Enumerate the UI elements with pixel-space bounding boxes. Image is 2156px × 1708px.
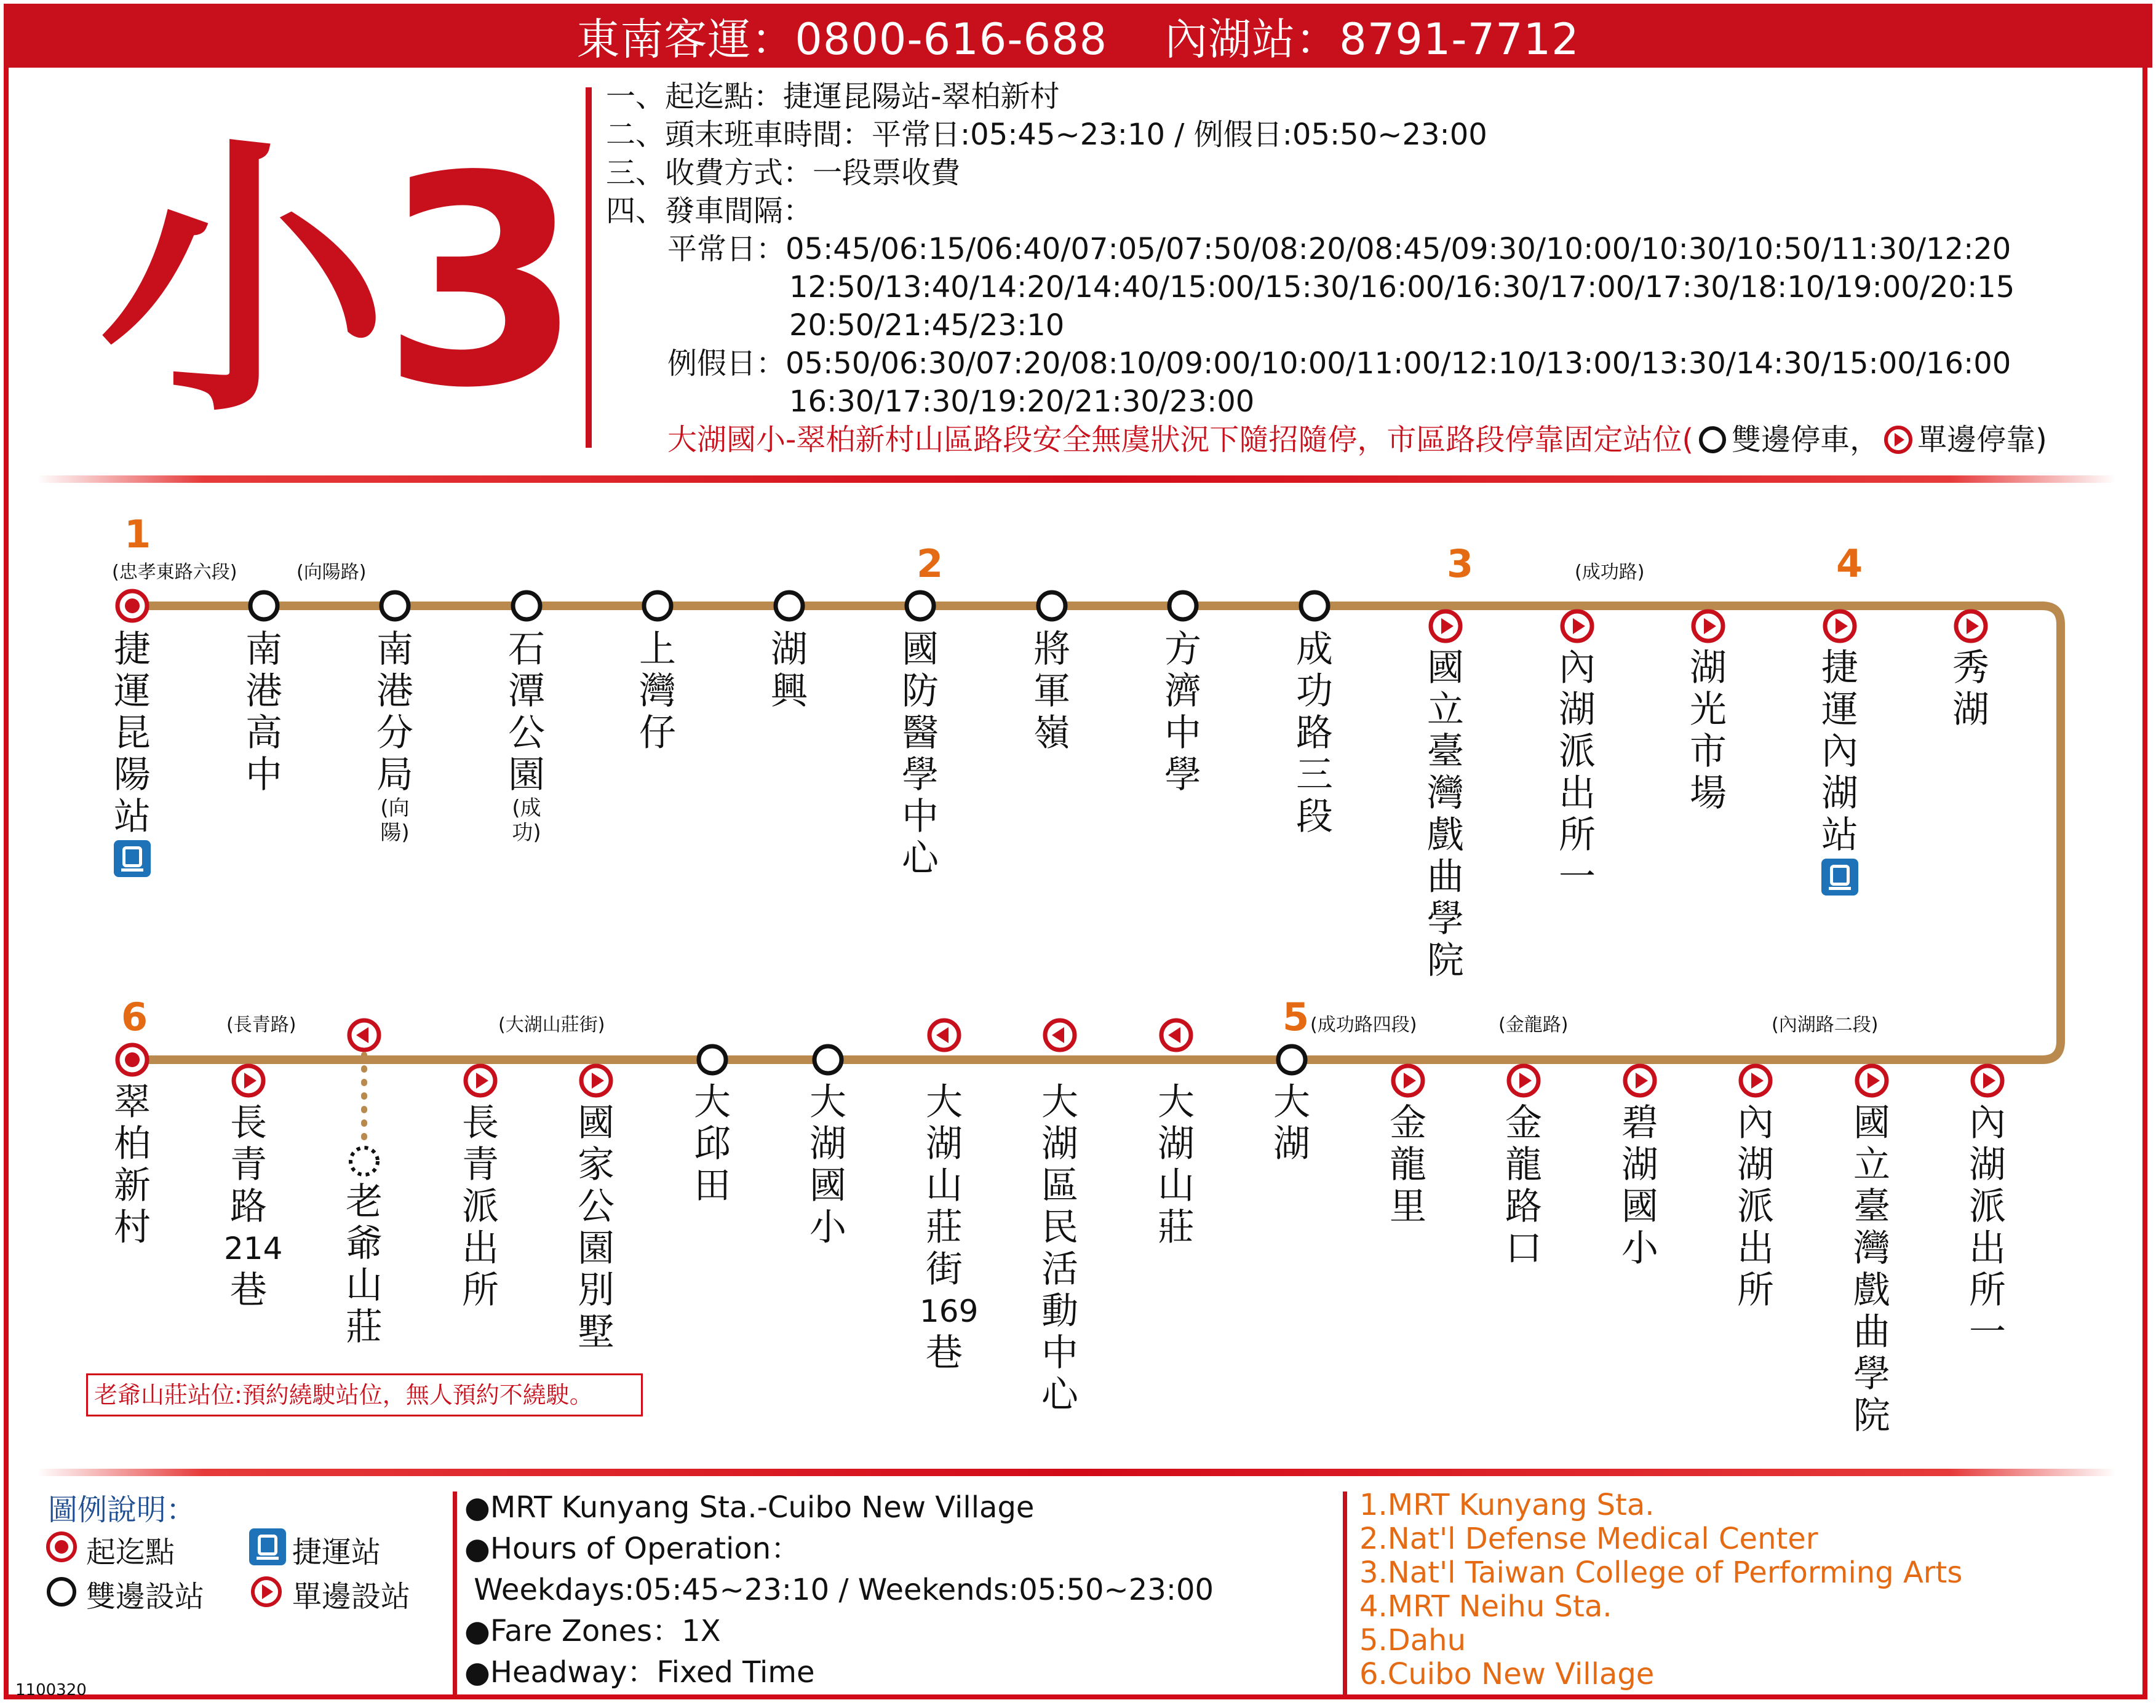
upper-stop-14-mrt-icon <box>1821 859 1858 896</box>
upper-stop-7-name: 國 防 醫 學 中 心 <box>902 628 939 880</box>
mrt-icon <box>249 1528 286 1565</box>
upper-stop-9-icon <box>1169 592 1196 619</box>
english-stop-1: 1.MRT Kunyang Sta. <box>1359 1488 1655 1522</box>
legend-both: 雙邊設站 <box>86 1579 205 1614</box>
upper-stop-4-label <box>502 629 551 845</box>
lower-stop-11-icon <box>1278 1046 1305 1073</box>
upper-stop-9-name: 方 濟 中 學 <box>1164 628 1201 796</box>
street-changqing: (長青路) <box>226 1014 296 1036</box>
info-endpoints: 一、起迄點：捷運昆陽站-翠柏新村 <box>606 79 1060 114</box>
holiday-times-1: 05:50/06:30/07:20/08:10/09:00/10:00/11:00/12:10/13:00/13:30/14:30/15:00/16:00 <box>786 346 2011 381</box>
both-side-label: 雙邊停車， <box>1732 423 1880 457</box>
legend-divider-1 <box>453 1492 457 1694</box>
upper-stop-5-icon <box>644 592 671 619</box>
upper-stop-4-icon <box>513 592 540 619</box>
lower-stop-14-name: 碧 湖 國 小 <box>1621 1102 1658 1270</box>
lower-stop-17-label <box>1963 1102 2012 1353</box>
upper-stop-9-label <box>1158 629 1207 796</box>
single-side-label: 單邊停靠) <box>1917 423 2047 457</box>
lower-stop-16-name: 國 立 臺 灣 戲 曲 學 院 <box>1853 1102 1890 1437</box>
upper-stop-3-subname: (向陽) <box>380 796 410 845</box>
info-headway: 四、發車間隔： <box>606 194 813 228</box>
marker-6: 6 <box>121 995 148 1039</box>
marker-1: 1 <box>124 512 151 557</box>
legend-divider-2 <box>1343 1492 1347 1694</box>
upper-stop-5-label <box>633 629 682 754</box>
lower-stop-4-label <box>456 1102 505 1311</box>
lower-stop-7-label <box>803 1081 853 1249</box>
upper-stop-1-label <box>108 629 157 877</box>
lower-stop-6-name: 大 邱 田 <box>694 1081 731 1207</box>
upper-stop-13-label <box>1684 647 1733 814</box>
lower-stop-10-name: 大 湖 山 莊 <box>1158 1081 1195 1249</box>
upper-stop-12-name: 內 湖 派 出 所 一 <box>1559 646 1596 899</box>
lower-stop-13-name: 金 龍 路 口 <box>1505 1102 1542 1270</box>
lower-stop-4-name: 長 青 派 出 所 <box>462 1102 499 1312</box>
upper-stop-11-name: 國 立 臺 灣 戲 曲 學 院 <box>1427 646 1464 982</box>
lower-stop-17-name: 內 湖 派 出 所 一 <box>1969 1102 2006 1354</box>
english-stop-3: 3.Nat'l Taiwan College of Performing Arts <box>1359 1555 1963 1590</box>
lower-stop-12-label <box>1383 1102 1433 1228</box>
upper-stop-14-name: 捷 運 內 湖 站 <box>1821 646 1858 857</box>
route-number: 小3 <box>98 114 577 451</box>
lower-stop-3-icon <box>351 1148 378 1175</box>
upper-stop-3-icon <box>381 592 408 619</box>
english-stop-6: 6.Cuibo New Village <box>1359 1657 1655 1691</box>
legend-mrt: 捷運站 <box>292 1535 381 1570</box>
marker-2: 2 <box>917 541 944 586</box>
terminal-icon <box>44 1530 79 1564</box>
lower-stop-8-name: 大 湖 山 莊 街 169 巷 <box>920 1081 979 1375</box>
english-stops <box>1359 1488 1962 1691</box>
info-hours: 二、頭末班車時間：平常日:05:45~23:10 / 例假日:05:50~23:00 <box>606 117 1487 152</box>
upper-stop-10-name: 成 功 路 三 段 <box>1296 628 1333 838</box>
lower-stop-9-label <box>1035 1081 1084 1416</box>
english-stop-4: 4.MRT Neihu Sta. <box>1359 1589 1612 1624</box>
upper-stop-7-icon <box>907 592 934 619</box>
lower-stop-5-label <box>571 1102 621 1353</box>
english-stop-2: 2.Nat'l Defense Medical Center <box>1359 1522 1818 1556</box>
legend-title: 圖例說明： <box>48 1493 196 1527</box>
english-info <box>464 1487 1214 1693</box>
lower-stop-1-label <box>108 1081 157 1249</box>
street-chenggong4: (成功路四段) <box>1310 1014 1417 1036</box>
lower-stop-2-name: 長 青 路 214 巷 <box>224 1102 283 1312</box>
upper-stop-14-label <box>1815 647 1864 896</box>
header-phones: 東南客運：0800-616-688 內湖站：8791-7712 <box>576 14 1580 65</box>
upper-stop-8-label <box>1027 629 1076 754</box>
english-hours-label: ●Hours of Operation： <box>464 1531 801 1566</box>
upper-stop-1-icon-dot <box>125 598 140 613</box>
lower-stop-8-label <box>920 1081 979 1375</box>
english-headway: ●Headway：Fixed Time <box>464 1655 815 1690</box>
upper-stop-7-label <box>896 629 945 880</box>
reservation-note: 老爺山莊站位:預約繞駛站位，無人預約不繞駛。 <box>86 1373 643 1416</box>
lower-stop-11-label <box>1267 1081 1316 1165</box>
upper-stop-6-icon <box>776 592 803 619</box>
both-side-stop-icon <box>44 1575 79 1609</box>
upper-stop-1-name: 捷 運 昆 陽 站 <box>114 628 151 838</box>
upper-stop-6-label <box>765 629 814 712</box>
weekday-times-3: 20:50/21:45/23:10 <box>789 308 1065 343</box>
street-jinlong: (金龍路) <box>1498 1014 1569 1036</box>
lower-stop-15-label <box>1731 1102 1780 1311</box>
street-zhongxiao: (忠孝東路六段) <box>112 562 237 583</box>
upper-stop-8-icon <box>1038 592 1065 619</box>
english-hours: Weekdays:05:45~23:10 / Weekends:05:50~23:00 <box>464 1573 1214 1607</box>
english-fare: ●Fare Zones：1X <box>464 1614 721 1648</box>
street-chenggong: (成功路) <box>1575 562 1645 583</box>
upper-stop-15-name: 秀 湖 <box>1952 646 1989 731</box>
upper-stop-2-name: 南 港 高 中 <box>245 628 282 796</box>
lower-stop-3-name: 老 爺 山 莊 <box>346 1180 383 1349</box>
marker-4: 4 <box>1836 541 1863 586</box>
weekday-times-1: 05:45/06:15/06:40/07:05/07:50/08:20/08:45/09:30/10:00/10:30/10:50/11:30/12:20 <box>786 232 2011 266</box>
upper-stop-6-name: 湖 興 <box>771 628 808 713</box>
lower-stop-3-label <box>340 1181 389 1348</box>
lower-stop-14-label <box>1615 1102 1665 1269</box>
lower-stop-7-name: 大 湖 國 小 <box>809 1081 846 1249</box>
upper-stop-11-label <box>1421 647 1470 982</box>
upper-stop-2-label <box>239 629 288 796</box>
document-code: 1100320 <box>15 1681 87 1699</box>
english-stop-5: 5.Dahu <box>1359 1623 1466 1658</box>
legend-single: 單邊設站 <box>292 1579 411 1614</box>
street-dahushanzhuang: (大湖山莊街) <box>498 1014 605 1036</box>
english-endpoints: ●MRT Kunyang Sta.-Cuibo New Village <box>464 1490 1035 1525</box>
single-side-stop-icon <box>249 1575 284 1609</box>
street-xiangyang: (向陽路) <box>296 562 367 583</box>
lower-stop-9-name: 大 湖 區 民 活 動 中 心 <box>1041 1081 1078 1416</box>
lower-stop-16-label <box>1847 1102 1896 1437</box>
lower-stop-12-name: 金 龍 里 <box>1390 1102 1426 1228</box>
lower-stop-2-label <box>224 1102 283 1312</box>
legend-terminal: 起迄點 <box>86 1535 175 1570</box>
weekday-times-2: 12:50/13:40/14:20/14:40/15:00/15:30/16:00/16:30/17:00/17:30/18:10/19:00/20:15 <box>789 270 2015 304</box>
upper-stop-13-name: 湖 光 市 場 <box>1690 646 1727 815</box>
upper-stop-4-subname: (成功) <box>512 796 541 845</box>
lower-stop-1-name: 翠 柏 新 村 <box>114 1081 151 1249</box>
lower-stop-1-icon-dot <box>125 1052 140 1067</box>
upper-stop-2-icon <box>250 592 277 619</box>
lower-stop-11-name: 大 湖 <box>1273 1081 1310 1166</box>
upper-stop-10-icon <box>1301 592 1328 619</box>
upper-stop-3-name: 南 港 分 局 <box>376 628 413 796</box>
info-fare: 三、收費方式：一段票收費 <box>606 156 961 190</box>
lower-stop-7-icon <box>814 1046 841 1073</box>
lower-stop-6-icon <box>699 1046 726 1073</box>
upper-stop-4-name: 石 潭 公 園 <box>508 628 545 796</box>
holiday-times-2: 16:30/17:30/19:20/21:30/23:00 <box>789 384 1255 419</box>
marker-5: 5 <box>1283 995 1310 1039</box>
upper-stop-8-name: 將 軍 嶺 <box>1033 628 1070 755</box>
upper-stop-10-label <box>1290 629 1339 838</box>
lower-stop-5-name: 國 家 公 園 別 墅 <box>578 1102 615 1354</box>
holiday-label: 例假日： <box>667 346 786 381</box>
upper-stop-5-name: 上 灣 仔 <box>639 628 676 755</box>
lower-stop-15-name: 內 湖 派 出 所 <box>1737 1102 1774 1312</box>
lower-stop-13-label <box>1499 1102 1548 1269</box>
upper-stop-1-mrt-icon <box>114 840 151 877</box>
stop-policy-note: 大湖國小-翠柏新村山區路段安全無虞狀況下隨招隨停，市區路段停靠固定站位( <box>667 423 1694 457</box>
marker-3: 3 <box>1447 541 1474 586</box>
lower-stop-6-label <box>688 1081 737 1207</box>
upper-stop-12-label <box>1553 647 1602 898</box>
weekday-label: 平常日： <box>667 232 786 266</box>
upper-stop-3-label <box>370 629 420 845</box>
street-neihu2: (內湖路二段) <box>1772 1014 1879 1036</box>
lower-stop-10-label <box>1152 1081 1201 1249</box>
upper-stop-15-label <box>1946 647 1995 731</box>
route-line <box>132 606 2061 1060</box>
